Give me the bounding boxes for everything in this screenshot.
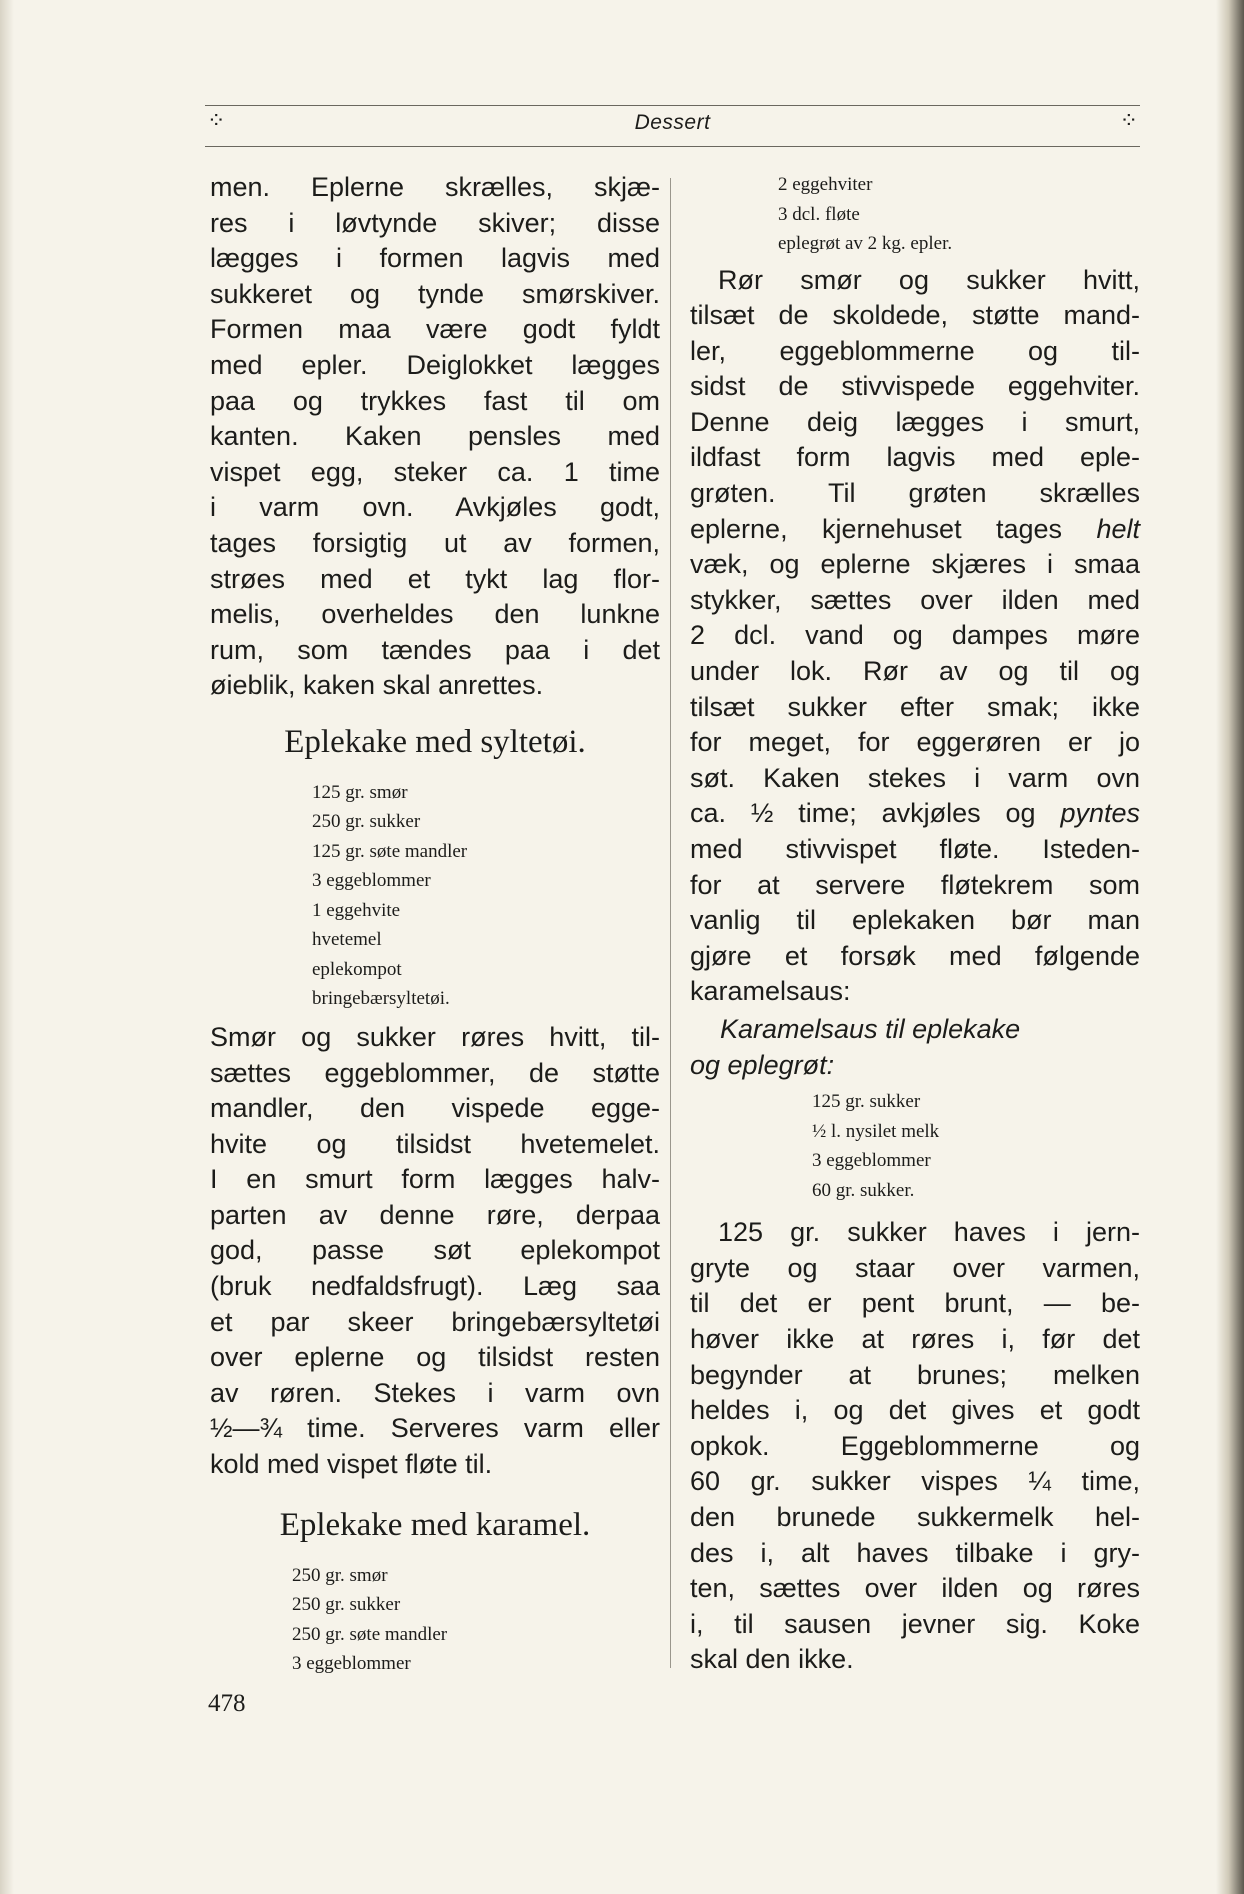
text-line: strøes med et tykt lag flor- <box>210 563 660 594</box>
ingredient-item: 250 gr. søte mandler <box>292 1623 448 1645</box>
text-line: god, passe søt eplekompot <box>210 1235 660 1266</box>
text-line: ten, sættes over ilden og røres <box>690 1573 1140 1604</box>
text-line: mandler, den vispede egge- <box>210 1093 660 1124</box>
ingredient-item: 60 gr. sukker. <box>812 1179 915 1201</box>
text-line: kanten. Kaken pensles med <box>210 421 660 452</box>
page-edge-shadow <box>1216 0 1244 1894</box>
text-line: Denne deig lægges i smurt, <box>690 406 1140 437</box>
text-line: i, til sausen jevner sig. Koke <box>690 1608 1140 1639</box>
text-fragment: eplerne, kjernehuset tages <box>690 513 1063 544</box>
page-gutter-shadow <box>0 0 14 1894</box>
text-line: sættes eggeblommer, de støtte <box>210 1057 660 1088</box>
text-fragment: ca. ½ time; avkjøles og <box>690 798 1036 829</box>
text-line: heldes i, og det gives et godt <box>690 1395 1140 1426</box>
text-line: I en smurt form lægges halv- <box>210 1164 660 1195</box>
text-line: ildfast form lagvis med eple- <box>690 442 1140 473</box>
ingredient-item: 1 eggehvite <box>312 899 401 921</box>
ingredient-item: bringebærsyltetøi. <box>312 988 450 1010</box>
text-line: den brunede sukkermelk hel- <box>690 1501 1140 1532</box>
ingredient-item: ½ l. nysilet melk <box>812 1120 940 1142</box>
paragraph-sauce-method <box>690 1215 1140 1678</box>
text-line: over eplerne og tilsidst resten <box>210 1342 660 1373</box>
ornament-right-icon: ⁘ <box>1119 109 1138 134</box>
text-line: karamelsaus: <box>690 976 851 1007</box>
paragraph-method <box>210 1020 660 1483</box>
ingredient-list <box>690 1087 1140 1205</box>
text-line: paa og trykkes fast til om <box>210 385 660 416</box>
ingredient-item: eplekompot <box>312 958 402 980</box>
text-line: for at servere fløtekrem som <box>690 869 1140 900</box>
ingredient-item: 3 eggeblommer <box>312 870 431 892</box>
text-line: for meget, for eggerøren er jo <box>690 727 1140 758</box>
ornament-left-icon: ⁘ <box>207 109 226 134</box>
paragraph-apple-cake-end <box>210 170 660 704</box>
text-line: sidst de stivvispede eggehviter. <box>690 371 1140 402</box>
text-line: 2 dcl. vand og dampes møre <box>690 620 1140 651</box>
ingredient-item: 250 gr. sukker <box>312 811 421 833</box>
column-divider <box>670 178 671 1668</box>
ingredient-item: 2 eggehviter <box>778 174 873 195</box>
right-column <box>690 170 1140 1678</box>
running-header <box>205 105 1140 147</box>
text-line: kold med vispet fløte til. <box>210 1449 493 1480</box>
text-line: lægges i formen lagvis med <box>210 243 660 274</box>
recipe-title: Eplekake med karamel. <box>279 1506 591 1543</box>
ingredient-list <box>690 170 1140 259</box>
ingredient-item: 125 gr. sukker <box>812 1091 921 1113</box>
text-line: med epler. Deiglokket lægges <box>210 349 660 380</box>
text-line: med stivvispet fløte. Isteden- <box>690 834 1140 864</box>
text-line: i varm ovn. Avkjøles godt, <box>210 492 660 523</box>
sauce-title: og eplegrøt: <box>690 1049 835 1080</box>
text-line: høver ikke at røres i, før det <box>690 1323 1140 1354</box>
text-line: gjøre et forsøk med følgende <box>690 940 1140 971</box>
text-line: rum, som tændes paa i det <box>210 634 660 665</box>
text-line: vanlig til eplekaken bør man <box>690 905 1140 936</box>
text-line <box>690 796 1140 832</box>
ingredient-item: 3 dcl. fløte <box>778 203 860 225</box>
ingredient-list <box>210 778 660 1014</box>
text-line: grøten. Til grøten skrælles <box>690 478 1140 509</box>
text-line: væk, og eplerne skjæres i smaa <box>690 549 1140 580</box>
text-line: øieblik, kaken skal anrettes. <box>210 670 544 701</box>
ingredient-item: 250 gr. sukker <box>292 1594 401 1616</box>
sauce-title: Karamelsaus til eplekake <box>720 1013 1021 1044</box>
text-line: stykker, sættes over ilden med <box>690 584 1140 615</box>
text-line: tages forsigtig ut av formen, <box>210 527 660 558</box>
emphasis-word: pyntes <box>1060 798 1140 829</box>
ingredient-item: 3 eggeblommer <box>292 1653 411 1675</box>
text-line: Rør smør og sukker hvitt, <box>718 264 1140 295</box>
ingredient-item: 250 gr. smør <box>292 1564 388 1586</box>
text-line: res i løvtynde skiver; disse <box>210 207 660 238</box>
emphasis-word: helt <box>1096 513 1140 544</box>
page-number: 478 <box>208 1690 246 1717</box>
text-line: Smør og sukker røres hvitt, til- <box>210 1021 660 1052</box>
text-line: melis, overheldes den lunkne <box>210 599 660 630</box>
section-title: Dessert <box>634 111 711 134</box>
text-line: 125 gr. sukker haves i jern- <box>718 1217 1140 1248</box>
text-line: Formen maa være godt fyldt <box>210 314 660 345</box>
ingredient-item: 3 eggeblommer <box>812 1150 931 1172</box>
paragraph-method <box>690 263 1140 1010</box>
text-line: til det er pent brunt, — be- <box>690 1288 1140 1319</box>
text-line: tilsæt de skoldede, støtte mand- <box>690 300 1140 331</box>
text-line: søt. Kaken stekes i varm ovn <box>690 762 1140 793</box>
ingredient-list <box>210 1561 660 1679</box>
left-column <box>210 170 660 1679</box>
text-line <box>690 512 1140 548</box>
text-line: tilsæt sukker efter smak; ikke <box>690 691 1140 722</box>
ingredient-item: eplegrøt av 2 kg. epler. <box>778 233 953 254</box>
text-line: av røren. Stekes i varm ovn <box>210 1377 660 1408</box>
ingredient-item: 125 gr. søte mandler <box>312 840 468 862</box>
text-line: 60 gr. sukker vispes ¼ time, <box>690 1466 1140 1497</box>
text-line: et par skeer bringebærsyltetøi <box>210 1306 660 1337</box>
text-line: begynder at brunes; melken <box>690 1359 1140 1390</box>
text-line: vispet egg, steker ca. 1 time <box>210 456 660 487</box>
sauce-heading <box>690 1012 1140 1083</box>
text-line: (bruk nedfaldsfrugt). Læg saa <box>210 1271 660 1302</box>
text-line: men. Eplerne skrælles, skjæ- <box>210 172 660 202</box>
text-line: under lok. Rør av og til og <box>690 656 1140 687</box>
text-line: hvite og tilsidst hvetemelet. <box>210 1128 660 1159</box>
text-line: des i, alt haves tilbake i gry- <box>690 1537 1140 1568</box>
text-line: ½—¾ time. Serveres varm eller <box>210 1413 660 1444</box>
text-line: parten av denne røre, derpaa <box>210 1199 660 1230</box>
text-line: gryte og staar over varmen, <box>690 1252 1140 1283</box>
text-line: opkok. Eggeblommerne og <box>690 1430 1140 1461</box>
ingredient-item: 125 gr. smør <box>312 781 408 803</box>
recipe-title: Eplekake med syltetøi. <box>284 723 586 760</box>
text-line: sukkeret og tynde smørskiver. <box>210 278 660 309</box>
ingredient-item: hvetemel <box>312 929 382 951</box>
text-line: ler, eggeblommerne og til- <box>690 335 1140 366</box>
text-line: skal den ikke. <box>690 1644 854 1675</box>
